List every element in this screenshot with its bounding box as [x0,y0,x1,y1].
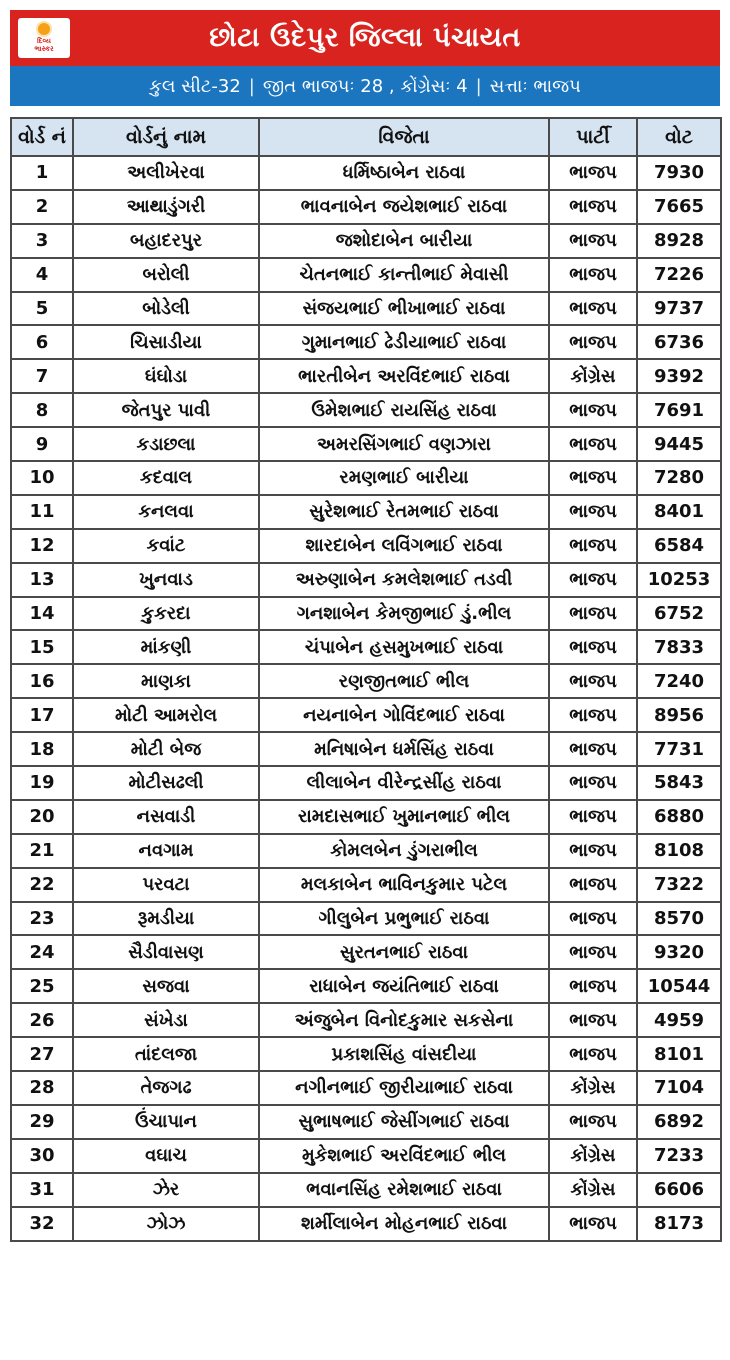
winner-name: નયનાબેન ગોવિંદભાઈ રાઠવા [259,698,549,732]
vote-count: 7233 [637,1139,721,1173]
winner-name: અરુણાબેન કમલેશભાઈ તડવી [259,563,549,597]
party-name: ભાજપ [549,664,637,698]
party-name: કોંગ્રેસ [549,1139,637,1173]
vote-count: 6584 [637,529,721,563]
party-name: ભાજપ [549,495,637,529]
logo-line-2: ભાસ્કર [34,45,54,53]
winner-name: ભવાનસિંહ રમેશભાઈ રાઠવા [259,1173,549,1207]
winner-name: ભારતીબેન અરવિંદભાઈ રાઠવા [259,359,549,393]
winner-name: ચેતનભાઈ કાન્તીભાઈ મેવાસી [259,258,549,292]
table-row [11,461,721,495]
ward-name: કડાછલા [73,427,259,461]
party-name: ભાજપ [549,834,637,868]
party-name: ભાજપ [549,325,637,359]
ward-name: બહાદરપુર [73,224,259,258]
party-name: ભાજપ [549,156,637,190]
party-name: કોંગ્રેસ [549,1173,637,1207]
winner-name: પ્રકાશસિંહ વાંસદીયા [259,1037,549,1071]
table-row [11,732,721,766]
winner-name: રામદાસભાઈ ખુમાનભાઈ ભીલ [259,800,549,834]
table-row [11,224,721,258]
party-name: ભાજપ [549,1003,637,1037]
ward-number: 4 [11,258,73,292]
summary-bar [10,66,720,106]
table-row [11,1207,721,1241]
ward-number: 6 [11,325,73,359]
ward-name: ઉંચાપાન [73,1105,259,1139]
ward-name: ઘંઘોડા [73,359,259,393]
party-name: ભાજપ [549,969,637,1003]
divya-bhaskar-logo [18,18,70,58]
ward-name: સંખેડા [73,1003,259,1037]
party-name: ભાજપ [549,529,637,563]
ward-number: 27 [11,1037,73,1071]
ward-number: 13 [11,563,73,597]
table-row [11,834,721,868]
vote-count: 9392 [637,359,721,393]
ward-name: નસવાડી [73,800,259,834]
ward-number: 21 [11,834,73,868]
party-name: ભાજપ [549,1037,637,1071]
party-name: ભાજપ [549,393,637,427]
vote-count: 7691 [637,393,721,427]
ward-number: 19 [11,766,73,800]
ward-number: 15 [11,630,73,664]
vote-count: 9737 [637,292,721,326]
party-name: કોંગ્રેસ [549,359,637,393]
ward-name: બોડેલી [73,292,259,326]
table-row [11,698,721,732]
winner-name: ભાવનાબેન જયેશભાઈ રાઠવા [259,190,549,224]
vote-count: 6892 [637,1105,721,1139]
ward-number: 8 [11,393,73,427]
ward-number: 28 [11,1071,73,1105]
table-row [11,935,721,969]
winner-name: સુરતનભાઈ રાઠવા [259,935,549,969]
ward-name: ઝોઝ [73,1207,259,1241]
table-row [11,1003,721,1037]
party-name: ભાજપ [549,292,637,326]
ward-number: 11 [11,495,73,529]
ward-number: 30 [11,1139,73,1173]
table-row [11,495,721,529]
column-header-votes: વોટ [637,118,721,156]
ward-name: કનલવા [73,495,259,529]
ward-name: રૂમડીયા [73,902,259,936]
winner-name: રણજીતભાઈ ભીલ [259,664,549,698]
party-name: ભાજપ [549,597,637,631]
ward-name: તાંદલજા [73,1037,259,1071]
winner-name: અંજુબેન વિનોદકુમાર સકસેના [259,1003,549,1037]
ward-number: 3 [11,224,73,258]
vote-count: 7280 [637,461,721,495]
party-name: ભાજપ [549,224,637,258]
vote-count: 4959 [637,1003,721,1037]
vote-count: 7226 [637,258,721,292]
vote-count: 8570 [637,902,721,936]
vote-count: 7833 [637,630,721,664]
winner-name: ગીલુબેન પ્રભુભાઈ રાઠવા [259,902,549,936]
table-row [11,664,721,698]
winner-name: સુભાષભાઈ જેસીંગભાઈ રાઠવા [259,1105,549,1139]
ward-number: 26 [11,1003,73,1037]
table-row [11,1037,721,1071]
table-header-row [11,118,721,156]
winner-name: રાધાબેન જયંતિભાઈ રાઠવા [259,969,549,1003]
vote-count: 7731 [637,732,721,766]
winner-name: રમણભાઈ બારીયા [259,461,549,495]
table-row [11,563,721,597]
total-seats: કુલ સીટ-32 [149,75,241,97]
table-row [11,868,721,902]
table-row [11,258,721,292]
party-name: ભાજપ [549,1207,637,1241]
table-row [11,1071,721,1105]
party-name: ભાજપ [549,563,637,597]
table-row [11,190,721,224]
ward-number: 24 [11,935,73,969]
ward-name: બરોલી [73,258,259,292]
vote-count: 7104 [637,1071,721,1105]
ward-name: મોટી આમરોલ [73,698,259,732]
divider: | [475,75,482,97]
ward-name: કવાંટ [73,529,259,563]
column-header-ward-name: વોર્ડનું નામ [73,118,259,156]
ward-name: ચિસાડીયા [73,325,259,359]
table-row [11,902,721,936]
party-name: ભાજપ [549,461,637,495]
ward-name: કદવાલ [73,461,259,495]
winner-name: ચંપાબેન હસમુખભાઈ રાઠવા [259,630,549,664]
vote-count: 6606 [637,1173,721,1207]
party-name: ભાજપ [549,902,637,936]
divider: | [248,75,255,97]
ward-number: 10 [11,461,73,495]
vote-count: 7665 [637,190,721,224]
ward-number: 17 [11,698,73,732]
ward-name: પરવટા [73,868,259,902]
vote-count: 8928 [637,224,721,258]
table-row [11,1139,721,1173]
party-name: ભાજપ [549,732,637,766]
vote-count: 9445 [637,427,721,461]
party-name: ભાજપ [549,766,637,800]
table-row [11,1173,721,1207]
ward-name: અલીખેરવા [73,156,259,190]
winner-name: સંજયભાઈ ભીખાભાઈ રાઠવા [259,292,549,326]
ward-name: સજવા [73,969,259,1003]
ward-number: 1 [11,156,73,190]
vote-count: 10544 [637,969,721,1003]
table-row [11,529,721,563]
sun-icon [38,23,50,35]
ward-name: વઘાચ [73,1139,259,1173]
vote-count: 6752 [637,597,721,631]
winner-name: કોમલબેન ડુંગરાભીલ [259,834,549,868]
winner-name: નગીનભાઈ જીરીયાભાઈ રાઠવા [259,1071,549,1105]
ward-name: મોટી બેજ [73,732,259,766]
vote-count: 10253 [637,563,721,597]
vote-count: 7322 [637,868,721,902]
winner-name: શર્મીલાબેન મોહનભાઈ રાઠવા [259,1207,549,1241]
table-row [11,1105,721,1139]
ward-name: જેતપુર પાવી [73,393,259,427]
vote-count: 7930 [637,156,721,190]
winner-name: જશોદાબેન બારીયા [259,224,549,258]
vote-count: 8108 [637,834,721,868]
table-row [11,766,721,800]
column-header-party: પાર્ટી [549,118,637,156]
winner-name: મલકાબેન ભાવિનકુમાર પટેલ [259,868,549,902]
party-name: ભાજપ [549,935,637,969]
ward-number: 31 [11,1173,73,1207]
seats-won: જીત ભાજપઃ 28 , કોંગ્રેસઃ 4 [262,75,468,97]
table-body [11,156,721,1241]
ward-number: 7 [11,359,73,393]
table-row [11,393,721,427]
ward-number: 9 [11,427,73,461]
party-name: ભાજપ [549,190,637,224]
table-row [11,156,721,190]
page-title: છોટા ઉદેપુર જિલ્લા પંચાયત [209,22,521,53]
vote-count: 8956 [637,698,721,732]
winner-name: શારદાબેન લવિંગભાઈ રાઠવા [259,529,549,563]
ward-name: નવગામ [73,834,259,868]
ward-number: 2 [11,190,73,224]
vote-count: 8173 [637,1207,721,1241]
party-name: ભાજપ [549,258,637,292]
vote-count: 5843 [637,766,721,800]
winner-name: અમરસિંગભાઈ વણઝારા [259,427,549,461]
winner-name: ગનશાબેન કેમજીભાઈ ડું.ભીલ [259,597,549,631]
ward-number: 32 [11,1207,73,1241]
ward-number: 29 [11,1105,73,1139]
table-row [11,325,721,359]
ward-number: 14 [11,597,73,631]
party-name: ભાજપ [549,698,637,732]
vote-count: 6880 [637,800,721,834]
ward-number: 5 [11,292,73,326]
winner-name: ધર્મિષ્ઠાબેન રાઠવા [259,156,549,190]
party-name: ભાજપ [549,1105,637,1139]
results-table [10,117,722,1242]
ward-name: માણકા [73,664,259,698]
winner-name: ગુમાનભાઈ ઢેડીયાભાઈ રાઠવા [259,325,549,359]
winner-name: મનિષાબેન ધર્મસિંહ રાઠવા [259,732,549,766]
party-name: ભાજપ [549,427,637,461]
ward-number: 23 [11,902,73,936]
ward-name: સૈડીવાસણ [73,935,259,969]
logo-line-1: દિવ્ય [37,37,51,45]
ward-name: ઝેર [73,1173,259,1207]
vote-count: 9320 [637,935,721,969]
table-row [11,597,721,631]
column-header-ward-no: વોર્ડ નં [11,118,73,156]
ward-number: 18 [11,732,73,766]
table-row [11,630,721,664]
table-row [11,359,721,393]
ward-number: 25 [11,969,73,1003]
ward-name: કુકરદા [73,597,259,631]
party-name: ભાજપ [549,868,637,902]
table-row [11,800,721,834]
winner-name: ઉમેશભાઈ રાયસિંહ રાઠવા [259,393,549,427]
winner-name: લીલાબેન વીરેન્દ્રસીંહ રાઠવા [259,766,549,800]
party-name: ભાજપ [549,630,637,664]
winner-name: મુકેશભાઈ અરવિંદભાઈ ભીલ [259,1139,549,1173]
vote-count: 8101 [637,1037,721,1071]
ward-name: મોટીસઢલી [73,766,259,800]
party-name: ભાજપ [549,800,637,834]
ward-name: ખુનવાડ [73,563,259,597]
ward-name: માંકણી [73,630,259,664]
ruling-party: સત્તાઃ ભાજપ [489,75,581,97]
column-header-winner: વિજેતા [259,118,549,156]
table-row [11,427,721,461]
table-row [11,292,721,326]
vote-count: 8401 [637,495,721,529]
winner-name: સુરેશભાઈ રેતમભાઈ રાઠવા [259,495,549,529]
title-banner [10,10,720,66]
ward-number: 22 [11,868,73,902]
ward-number: 12 [11,529,73,563]
vote-count: 6736 [637,325,721,359]
vote-count: 7240 [637,664,721,698]
table-row [11,969,721,1003]
ward-number: 20 [11,800,73,834]
party-name: કોંગ્રેસ [549,1071,637,1105]
ward-name: આથાડુંગરી [73,190,259,224]
ward-number: 16 [11,664,73,698]
ward-name: તેજગઢ [73,1071,259,1105]
